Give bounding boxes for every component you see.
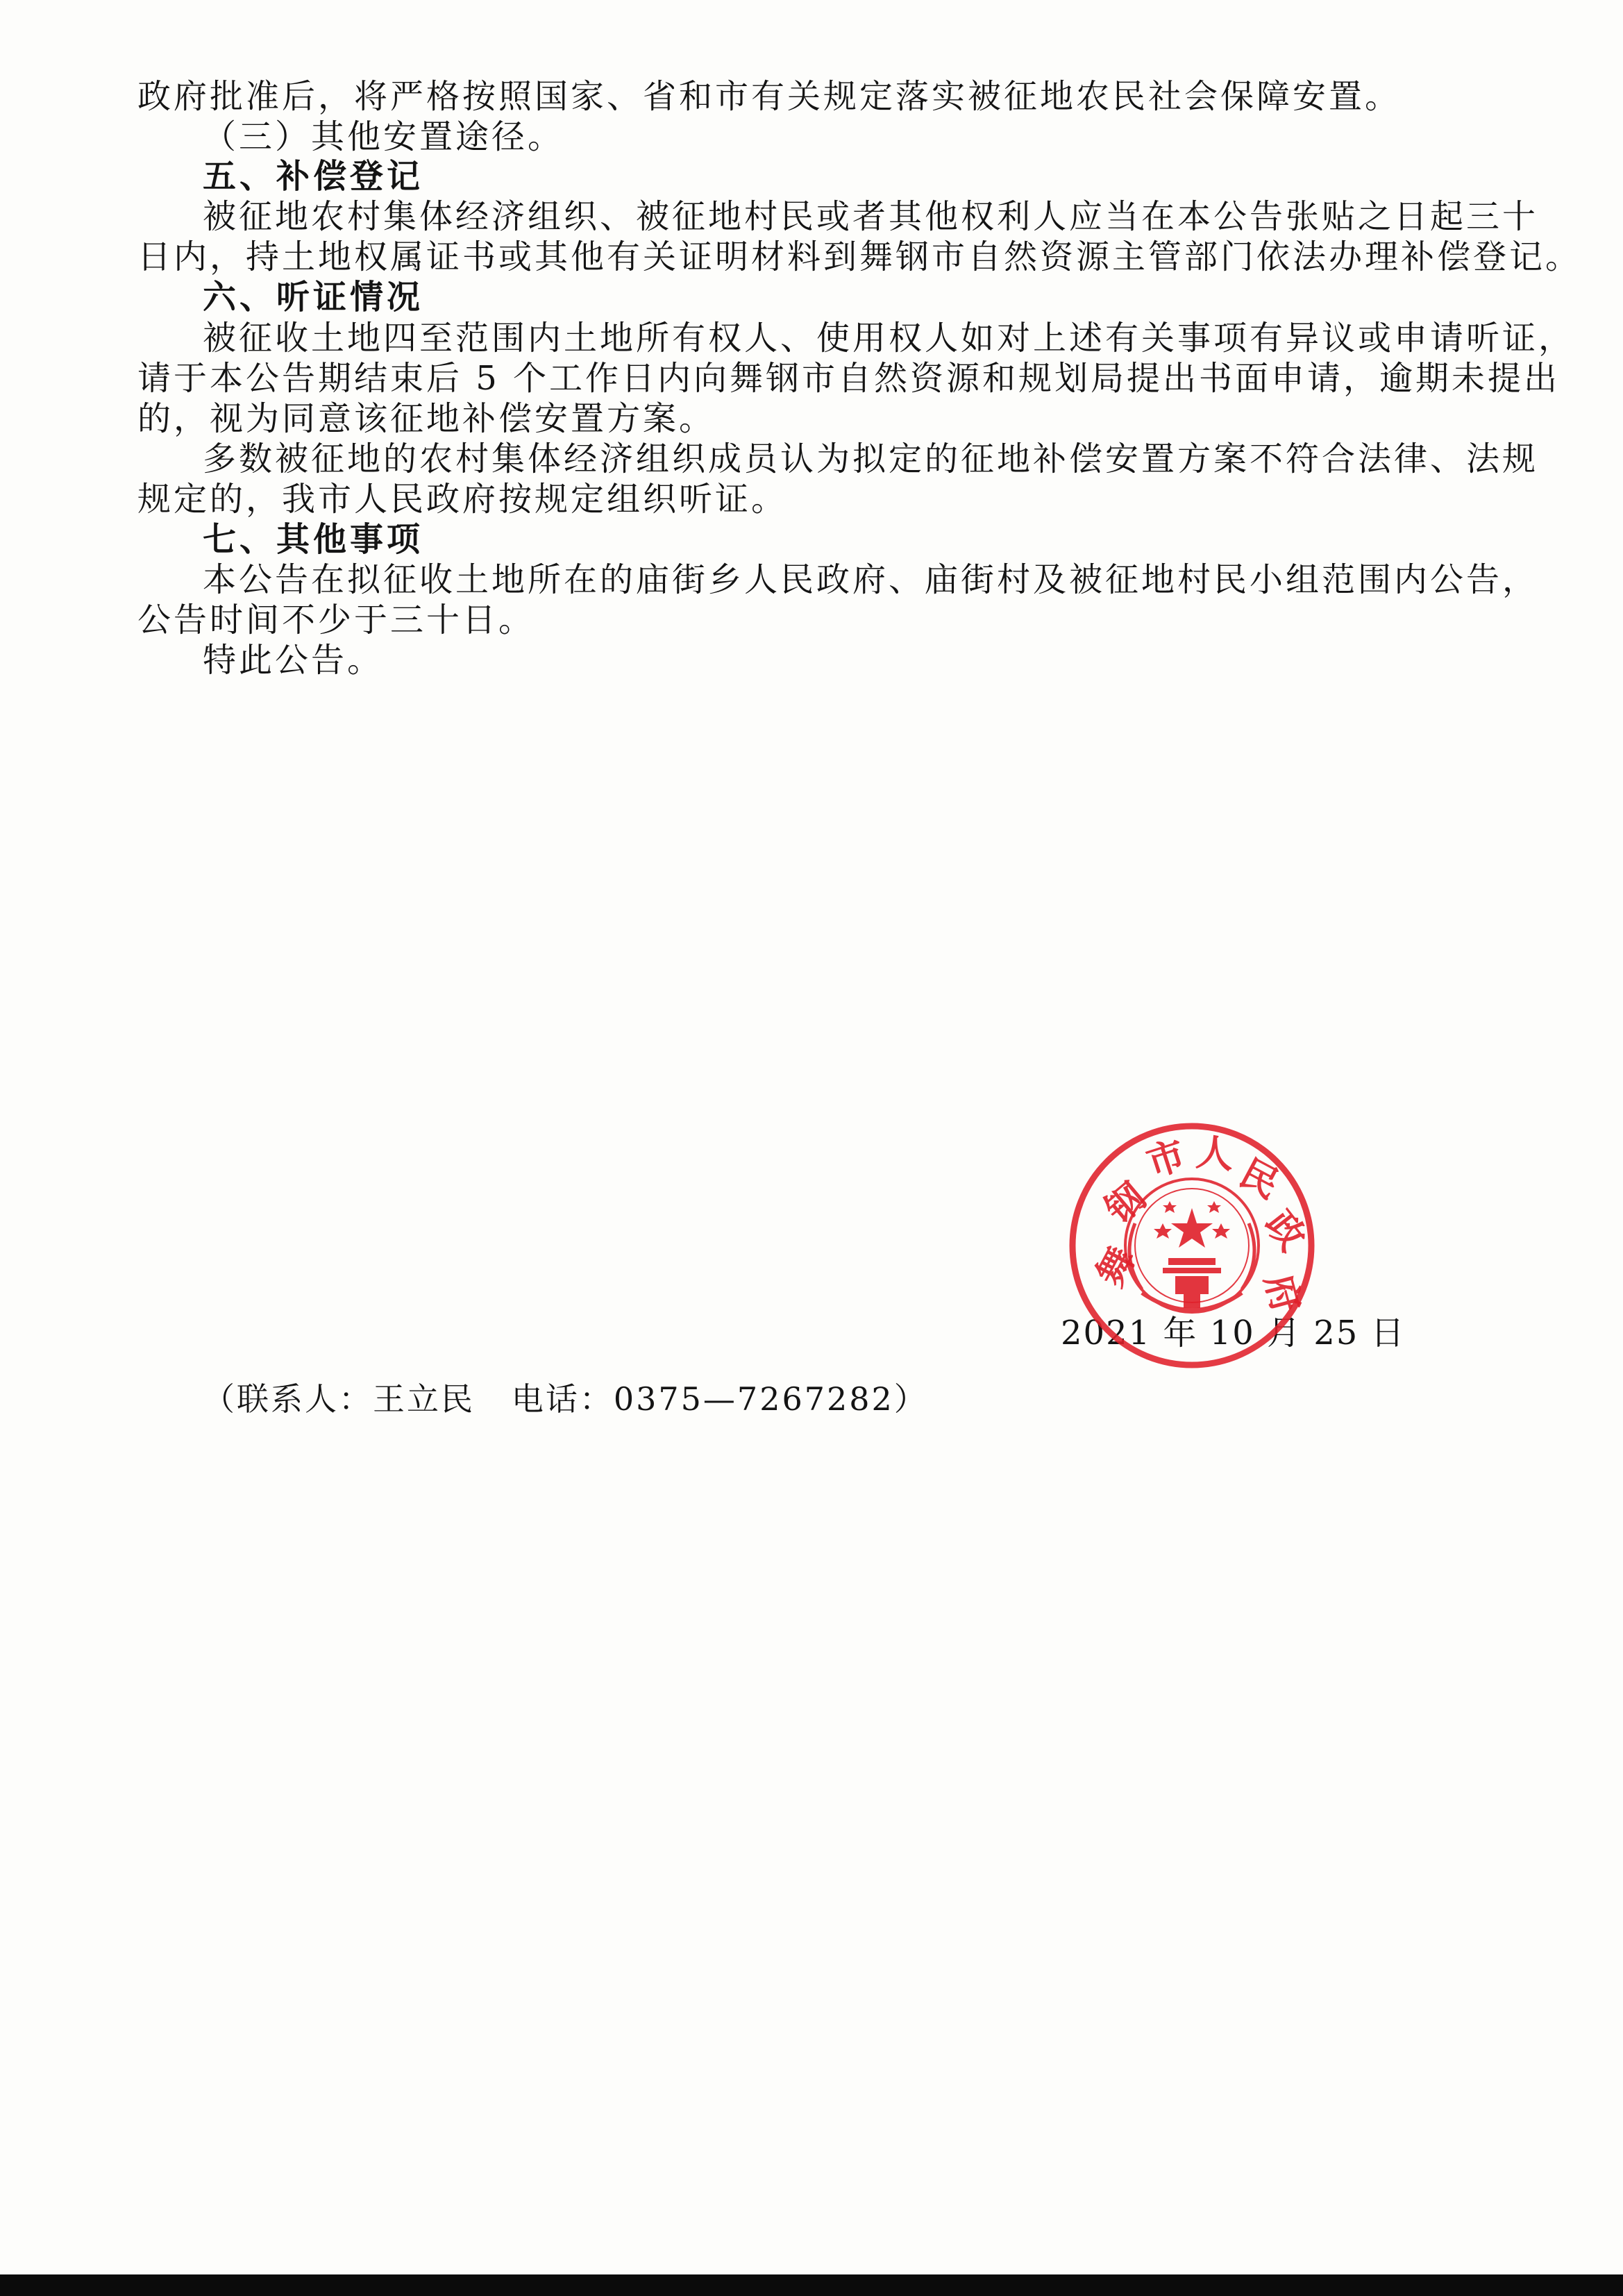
paragraph-line: 的，视为同意该征地补偿安置方案。: [137, 399, 716, 438]
paragraph-line: 公告时间不少于三十日。: [137, 601, 535, 639]
paragraph-line: 政府批准后，将严格按照国家、省和市有关规定落实被征地农民社会保障安置。: [137, 77, 1402, 116]
paragraph-line: 被征收土地四至范围内土地所有权人、使用权人如对上述有关事项有异议或申请听证，: [203, 319, 1575, 358]
svg-text:人: 人: [1194, 1130, 1236, 1178]
paragraph-line: 规定的，我市人民政府按规定组织听证。: [137, 480, 788, 519]
list-item: （三）其他安置途径。: [203, 117, 564, 156]
svg-text:府: 府: [1256, 1269, 1309, 1318]
svg-text:钢: 钢: [1097, 1174, 1154, 1232]
section-heading: 五、补偿登记: [203, 157, 424, 196]
paragraph-line: 日内，持土地权属证书或其他有关证明材料到舞钢市自然资源主管部门依法办理补偿登记。: [137, 237, 1582, 276]
paragraph-line: 多数被征地的农村集体经济组织成员认为拟定的征地补偿安置方案不符合法律、法规: [203, 439, 1539, 478]
section-heading: 七、其他事项: [203, 520, 424, 559]
svg-text:市: 市: [1141, 1132, 1191, 1186]
issue-date: 2021 年 10 月 25 日: [1061, 1314, 1406, 1352]
paragraph-line: 请于本公告期结束后 5 个工作日内向舞钢市自然资源和规划局提出书面申请，逾期未提出: [137, 359, 1561, 398]
svg-text:民: 民: [1232, 1150, 1286, 1207]
section-heading: 六、听证情况: [203, 278, 424, 317]
official-seal-stamp: [1066, 1119, 1319, 1373]
paragraph-line: 本公告在拟征收土地所在的庙街乡人民政府、庙街村及被征地村民小组范围内公告，: [203, 560, 1539, 599]
contact-info: （联系人：王立民 电话：0375—7267282）: [203, 1380, 928, 1418]
svg-text:政: 政: [1256, 1202, 1315, 1259]
paragraph-line: 被征地农村集体经济组织、被征地村民或者其他权利人应当在本公告张贴之日起三十: [203, 197, 1539, 236]
scan-edge: [0, 2274, 1623, 2296]
svg-text:舞: 舞: [1088, 1239, 1145, 1293]
closing-line: 特此公告。: [203, 641, 384, 680]
